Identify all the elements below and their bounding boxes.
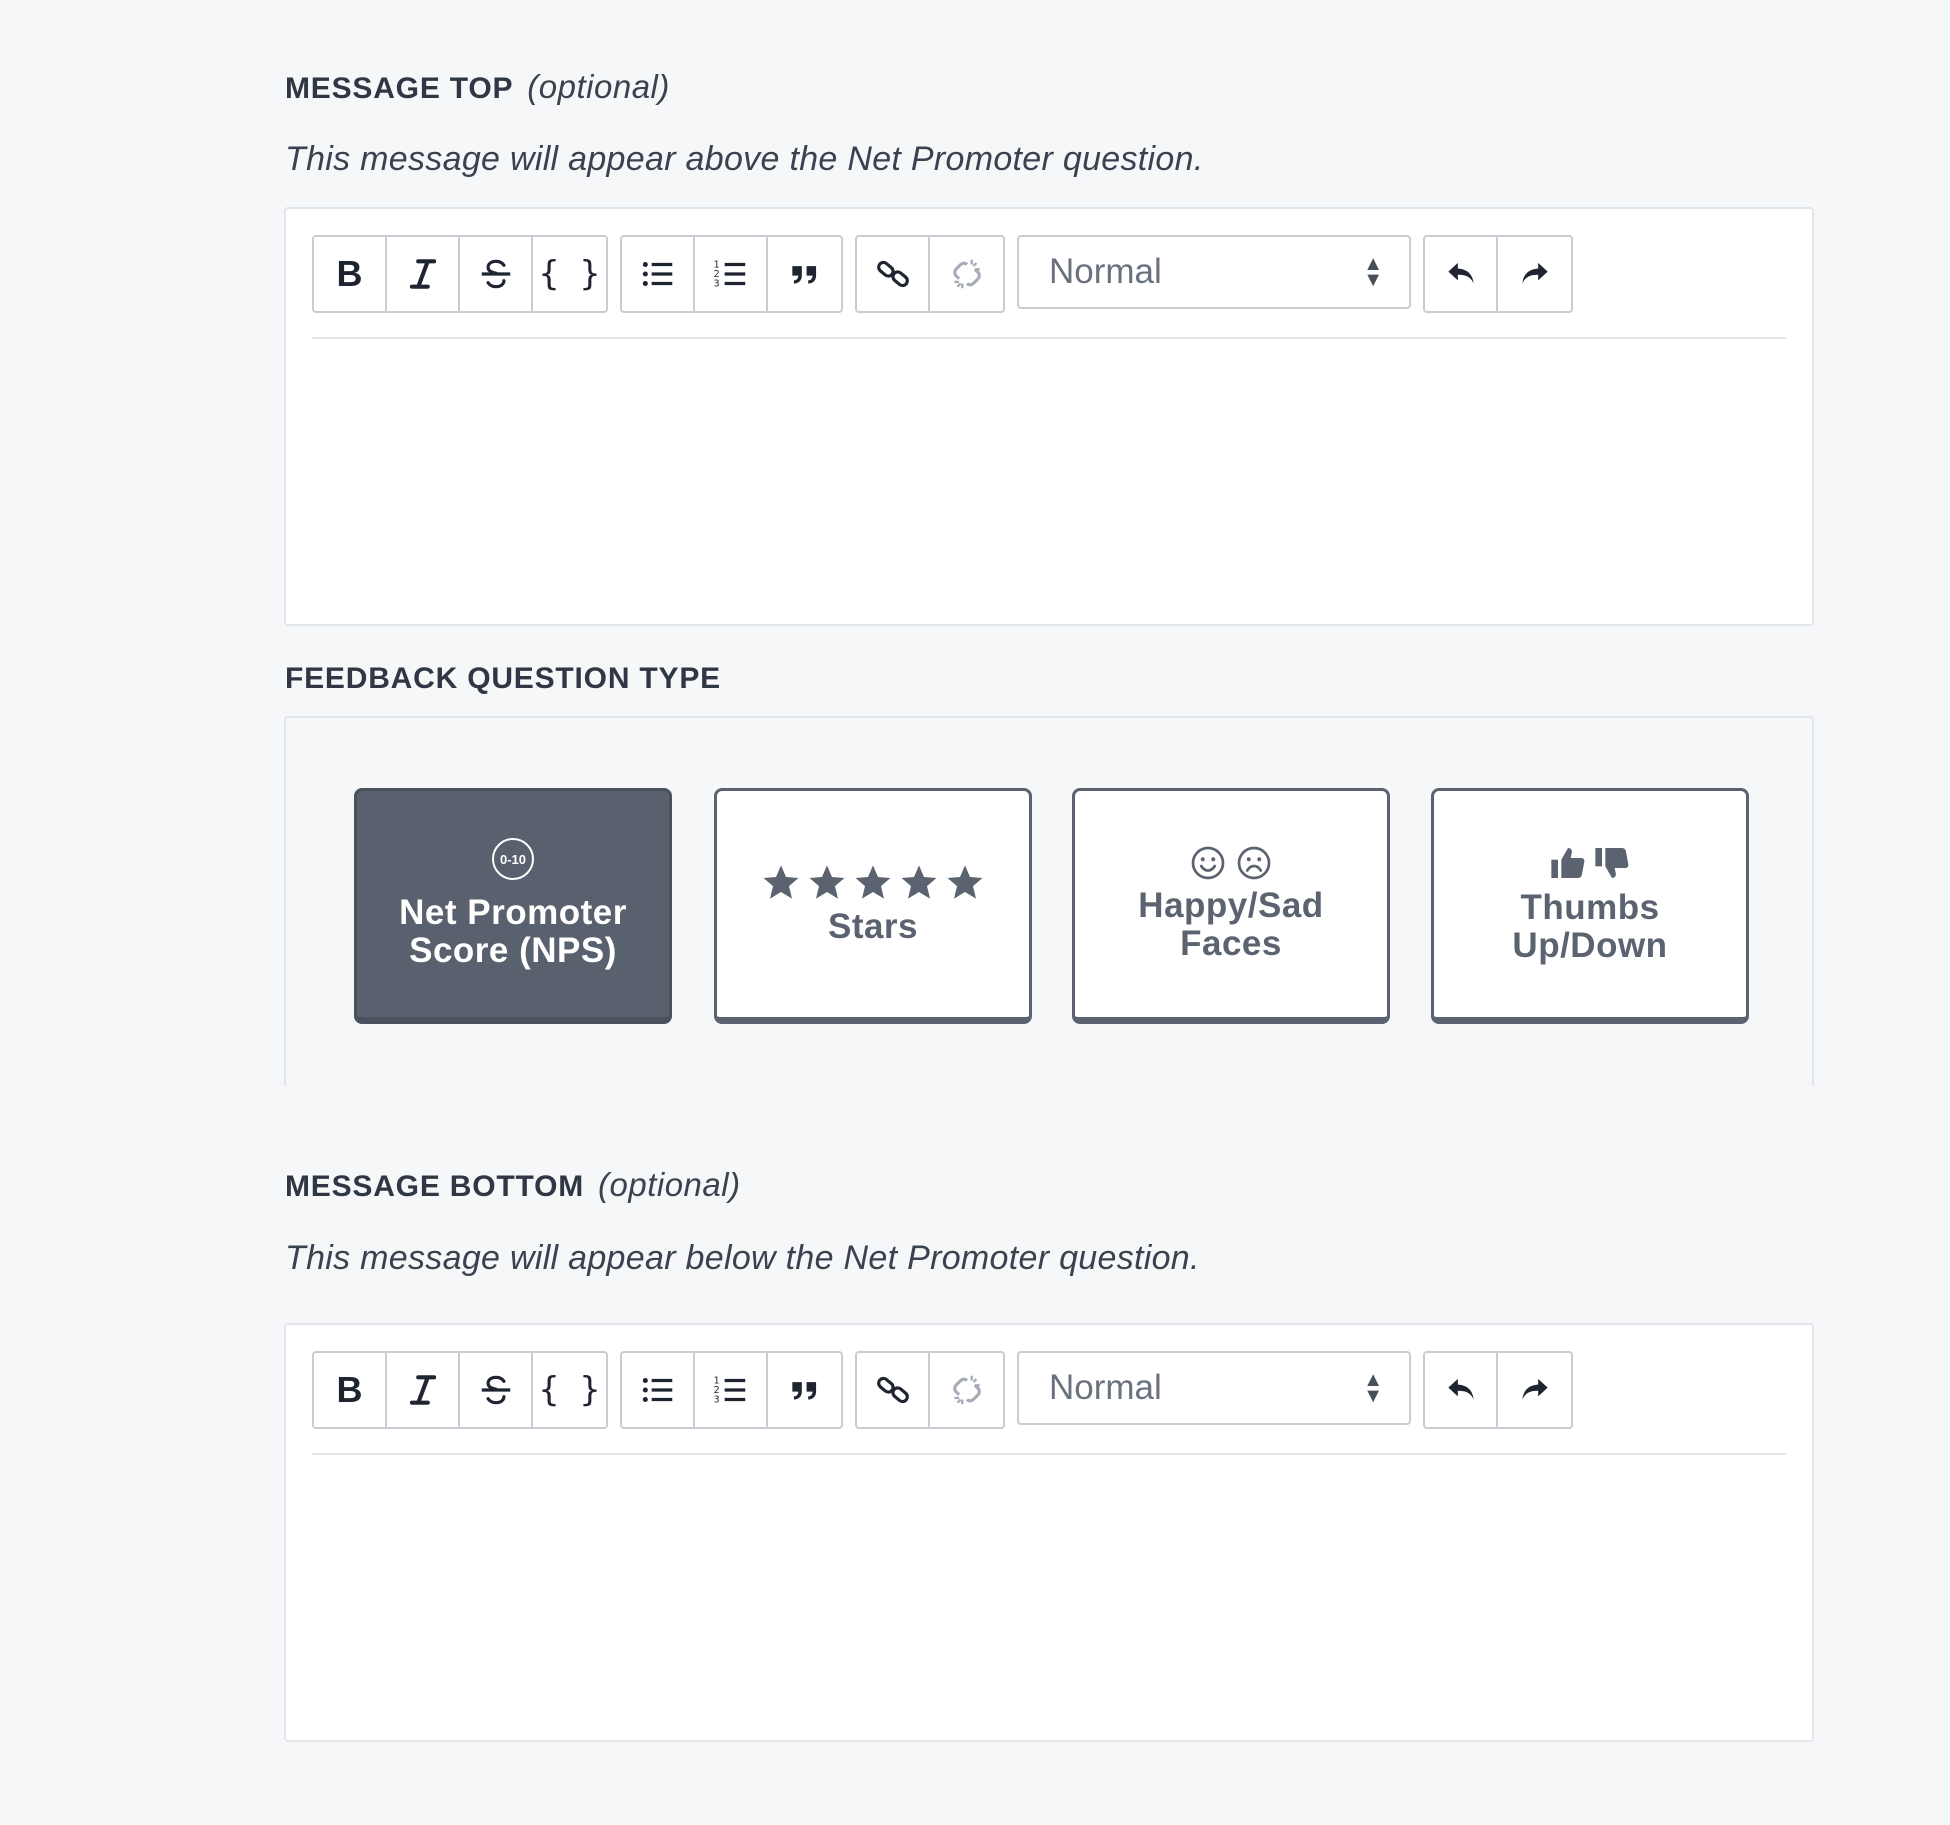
undo-icon <box>1442 255 1480 293</box>
strikethrough-icon <box>477 255 515 293</box>
nps-icon: 0-10 <box>492 838 534 880</box>
bold-button[interactable]: B <box>314 237 387 311</box>
link-icon <box>874 1371 912 1409</box>
message-bottom-help: This message will appear below the Net Promoter question. <box>285 1239 1200 1277</box>
italic-icon <box>404 1371 442 1409</box>
message-top-editor <box>284 207 1814 626</box>
numbered-list-icon <box>712 255 750 293</box>
strikethrough-button[interactable] <box>460 237 533 311</box>
star-icon <box>761 862 801 902</box>
unlink-icon <box>948 1371 986 1409</box>
stars-icon-row <box>758 862 988 902</box>
faces-icon-row <box>1185 845 1277 881</box>
undo-icon <box>1442 1371 1480 1409</box>
bulleted-list-button[interactable] <box>622 1353 695 1427</box>
link-group <box>855 1351 1005 1429</box>
svg-text:2: 2 <box>713 269 720 281</box>
bulleted-list-icon <box>639 1371 677 1409</box>
toolbar-divider <box>312 337 1786 339</box>
link-button[interactable] <box>857 237 930 311</box>
thumbs-down-icon <box>1592 843 1632 883</box>
star-icon <box>899 862 939 902</box>
redo-icon <box>1516 1371 1554 1409</box>
italic-button[interactable] <box>387 1353 460 1427</box>
editor-toolbar <box>312 1351 1585 1429</box>
svg-text:1: 1 <box>713 259 720 271</box>
italic-button[interactable] <box>387 237 460 311</box>
blockquote-button[interactable] <box>768 1353 841 1427</box>
option-label: Stars <box>827 907 919 946</box>
blockquote-icon <box>786 255 824 293</box>
star-icon <box>945 862 985 902</box>
unlink-button[interactable] <box>930 1353 1003 1427</box>
block-style-group <box>620 1351 843 1429</box>
unlink-icon <box>948 255 986 293</box>
block-format-select[interactable] <box>1017 1351 1411 1425</box>
history-group <box>1423 235 1573 313</box>
optional-tag: (optional) <box>598 1166 741 1203</box>
link-button[interactable] <box>857 1353 930 1427</box>
message-bottom-editor <box>284 1323 1814 1742</box>
link-icon <box>874 255 912 293</box>
inline-style-group <box>312 1351 608 1429</box>
message-top-help: This message will appear above the Net Promoter question. <box>285 140 1204 178</box>
star-icon <box>853 862 893 902</box>
block-format-value: Normal <box>1049 252 1162 291</box>
editor-toolbar <box>312 235 1585 313</box>
block-style-group <box>620 235 843 313</box>
sad-face-icon <box>1236 845 1272 881</box>
message-top-label <box>285 68 670 106</box>
option-label: Happy/Sad <box>1138 886 1324 925</box>
option-label-line2: Faces <box>1180 924 1282 963</box>
option-label-line2: Up/Down <box>1512 926 1668 965</box>
svg-text:2: 2 <box>713 1385 720 1397</box>
message-bottom-content[interactable] <box>312 1465 1786 1726</box>
code-button[interactable]: { } <box>538 254 601 294</box>
redo-button[interactable] <box>1498 237 1571 311</box>
undo-button[interactable] <box>1425 1353 1498 1427</box>
thumbs-up-icon <box>1548 843 1588 883</box>
undo-button[interactable] <box>1425 237 1498 311</box>
numbered-list-button[interactable] <box>695 237 768 311</box>
inline-style-group <box>312 235 608 313</box>
svg-text:3: 3 <box>713 278 720 290</box>
code-button[interactable]: { } <box>538 1370 601 1410</box>
numbered-list-icon <box>712 1371 750 1409</box>
thumbs-icon-row <box>1546 843 1634 883</box>
redo-button[interactable] <box>1498 1353 1571 1427</box>
message-bottom-label <box>285 1166 741 1204</box>
bold-button[interactable]: B <box>314 1353 387 1427</box>
select-arrows-icon: ▲ ▼ <box>1363 253 1383 291</box>
svg-text:3: 3 <box>713 1394 720 1406</box>
option-label: Net Promoter <box>399 893 627 932</box>
star-icon <box>807 862 847 902</box>
message-bottom-title: MESSAGE BOTTOM <box>285 1170 584 1203</box>
nps-option[interactable] <box>354 788 672 1024</box>
happy-face-icon <box>1190 845 1226 881</box>
feedback-question-type-label: FEEDBACK QUESTION TYPE <box>285 662 721 695</box>
blockquote-button[interactable] <box>768 237 841 311</box>
option-label-line2: Score (NPS) <box>409 931 617 970</box>
thumbs-option[interactable] <box>1431 788 1749 1024</box>
block-format-select[interactable] <box>1017 235 1411 309</box>
strikethrough-button[interactable] <box>460 1353 533 1427</box>
select-arrows-icon: ▲ ▼ <box>1363 1369 1383 1407</box>
message-top-title: MESSAGE TOP <box>285 72 514 105</box>
bulleted-list-icon <box>639 255 677 293</box>
blockquote-icon <box>786 1371 824 1409</box>
svg-text:1: 1 <box>713 1375 720 1387</box>
block-format-value: Normal <box>1049 1368 1162 1407</box>
stars-option[interactable] <box>714 788 1032 1024</box>
unlink-button[interactable] <box>930 237 1003 311</box>
link-group <box>855 235 1005 313</box>
bulleted-list-button[interactable] <box>622 237 695 311</box>
history-group <box>1423 1351 1573 1429</box>
question-type-panel <box>284 716 1814 1086</box>
toolbar-divider <box>312 1453 1786 1455</box>
numbered-list-button[interactable] <box>695 1353 768 1427</box>
option-label: Thumbs <box>1520 888 1660 927</box>
optional-tag: (optional) <box>527 68 670 105</box>
italic-icon <box>404 255 442 293</box>
redo-icon <box>1516 255 1554 293</box>
strikethrough-icon <box>477 1371 515 1409</box>
faces-option[interactable] <box>1072 788 1390 1024</box>
message-top-content[interactable] <box>312 349 1786 610</box>
